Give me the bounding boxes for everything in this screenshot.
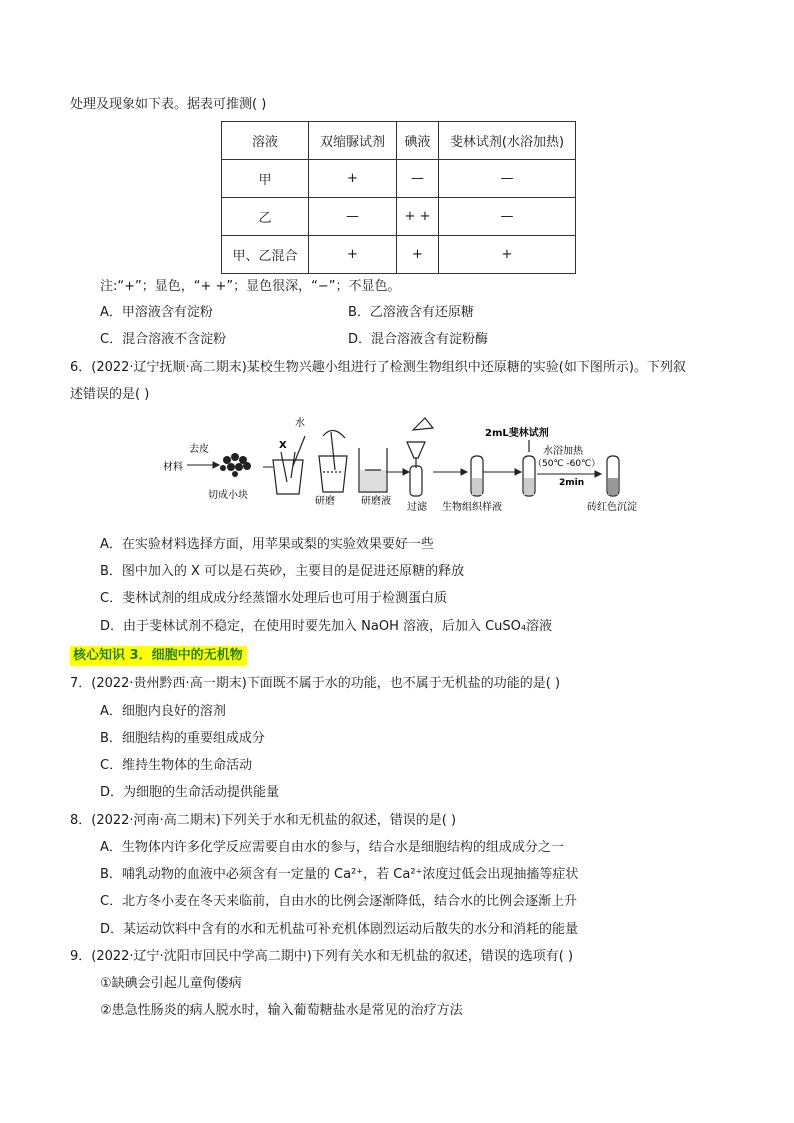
q6-option-b[interactable]: B．图中加入的 X 可以是石英砂，主要目的是促进还原糖的释放 [100,564,465,579]
material-pieces-icon [220,453,251,477]
q8-option-a[interactable]: A．生物体内许多化学反应需要自由水的参与，结合水是细胞结构的组成成分之一 [100,840,564,855]
q6-option-a[interactable]: A．在实验材料选择方面，用苹果或梨的实验效果要好一些 [100,537,434,552]
table-header-cell: 溶液 [222,122,309,160]
table-cell: + [309,160,397,198]
q7-option-d[interactable]: D．为细胞的生命活动提供能量 [100,785,280,800]
table-cell: + [309,236,397,274]
result-tube-icon [607,456,619,496]
grinding-mortar-icon [319,430,347,492]
q8-stem: 8．(2022·河南·高二期末)下列关于水和无机盐的叙述，错误的是( ) [70,813,457,828]
label-material: 材料 [163,462,183,473]
q6-option-c[interactable]: C．斐林试剂的组成成分经蒸馏水处理后也可用于检测蛋白质 [100,591,448,606]
label-water: 水 [295,418,305,429]
q6-stem-line2: 述错误的是( ) [70,387,150,402]
label-precipitate: 砖红色沉淀 [587,502,637,513]
table-row [222,198,576,236]
q7-stem: 7．(2022·贵州黔西·高一期末)下面既不属于水的功能，也不属于无机盐的功能的是( ) [70,676,561,691]
table-cell: 甲、乙混合 [222,236,309,274]
label-peel: 去皮 [189,444,209,455]
label-bath: 水浴加热 [543,446,583,457]
q7-option-a[interactable]: A．细胞内良好的溶剂 [100,704,226,719]
table-cell: + + [397,198,439,236]
table-cell: — [439,198,576,236]
q9-item-2: ②患急性肠炎的病人脱水时，输入葡萄糖盐水是常见的治疗方法 [100,1003,463,1018]
q6-stem-line1: 6．(2022·辽宁抚顺·高二期末)某校生物兴趣小组进行了检测生物组织中还原糖的实验(如下图所示)。下列叙 [70,360,686,375]
q9-stem: 9．(2022·辽宁·沈阳市回民中学高二期中)下列有关水和无机盐的叙述，错误的选项有( ) [70,949,574,964]
experiment-diagram [155,412,675,522]
table-header-cell: 碘液 [397,122,439,160]
q5-option-b[interactable]: B．乙溶液含有还原糖 [348,305,474,320]
label-x: X [279,440,287,451]
table-header-row [222,122,576,160]
label-sample: 生物组织样液 [442,502,502,513]
sample-tube-icon [471,456,483,496]
table-cell: — [309,198,397,236]
label-temp: （50℃ -60℃） [533,459,601,469]
table-cell: + [439,236,576,274]
q5-note: 注:“+”；显色，“+ +”；显色很深，“−”；不显色。 [100,279,401,294]
results-table [221,121,576,274]
q5-option-a[interactable]: A．甲溶液含有淀粉 [100,305,213,320]
q8-option-b[interactable]: B．哺乳动物的血液中必须含有一定量的 Ca²⁺，若 Ca²⁺浓度过低会出现抽搐等症状 [100,867,579,882]
label-grind: 研磨 [315,496,335,507]
table-cell: + [397,236,439,274]
label-filter: 过滤 [407,502,427,513]
table-cell: — [439,160,576,198]
label-time: 2min [559,478,585,488]
label-cut: 切成小块 [208,490,248,501]
table-cell: 甲 [222,160,309,198]
funnel-icon [407,418,433,496]
q5-option-d[interactable]: D．混合溶液含有淀粉酶 [348,332,489,347]
table-cell: 乙 [222,198,309,236]
beaker-icon [359,448,387,492]
q5-option-c[interactable]: C．混合溶液不含淀粉 [100,332,227,347]
q9-item-1: ①缺碘会引起儿童佝偻病 [100,976,242,991]
label-ground-liquid: 研磨液 [361,496,391,507]
table-row [222,160,576,198]
table-row [222,236,576,274]
q8-option-d[interactable]: D．某运动饮料中含有的水和无机盐可补充机体剧烈运动后散失的水分和消耗的能量 [100,922,579,937]
table-header-cell: 斐林试剂(水浴加热) [439,122,576,160]
label-reagent: 2mL斐林试剂 [485,428,549,439]
table-cell: — [397,160,439,198]
q8-option-c[interactable]: C．北方冬小麦在冬天来临前，自由水的比例会逐渐降低，结合水的比例会逐渐上升 [100,894,578,909]
mortar-icon [273,436,305,494]
q7-option-b[interactable]: B．细胞结构的重要组成成分 [100,731,265,746]
table-header-cell: 双缩脲试剂 [309,122,397,160]
section-title: 核心知识 3．细胞中的无机物 [70,646,247,666]
q6-option-d[interactable]: D．由于斐林试剂不稳定，在使用时要先加入 NaOH 溶液，后加入 CuSO₄溶液 [100,619,553,634]
q7-option-c[interactable]: C．维持生物体的生命活动 [100,758,253,773]
q5-intro: 处理及现象如下表。据表可推测( ) [70,97,267,112]
